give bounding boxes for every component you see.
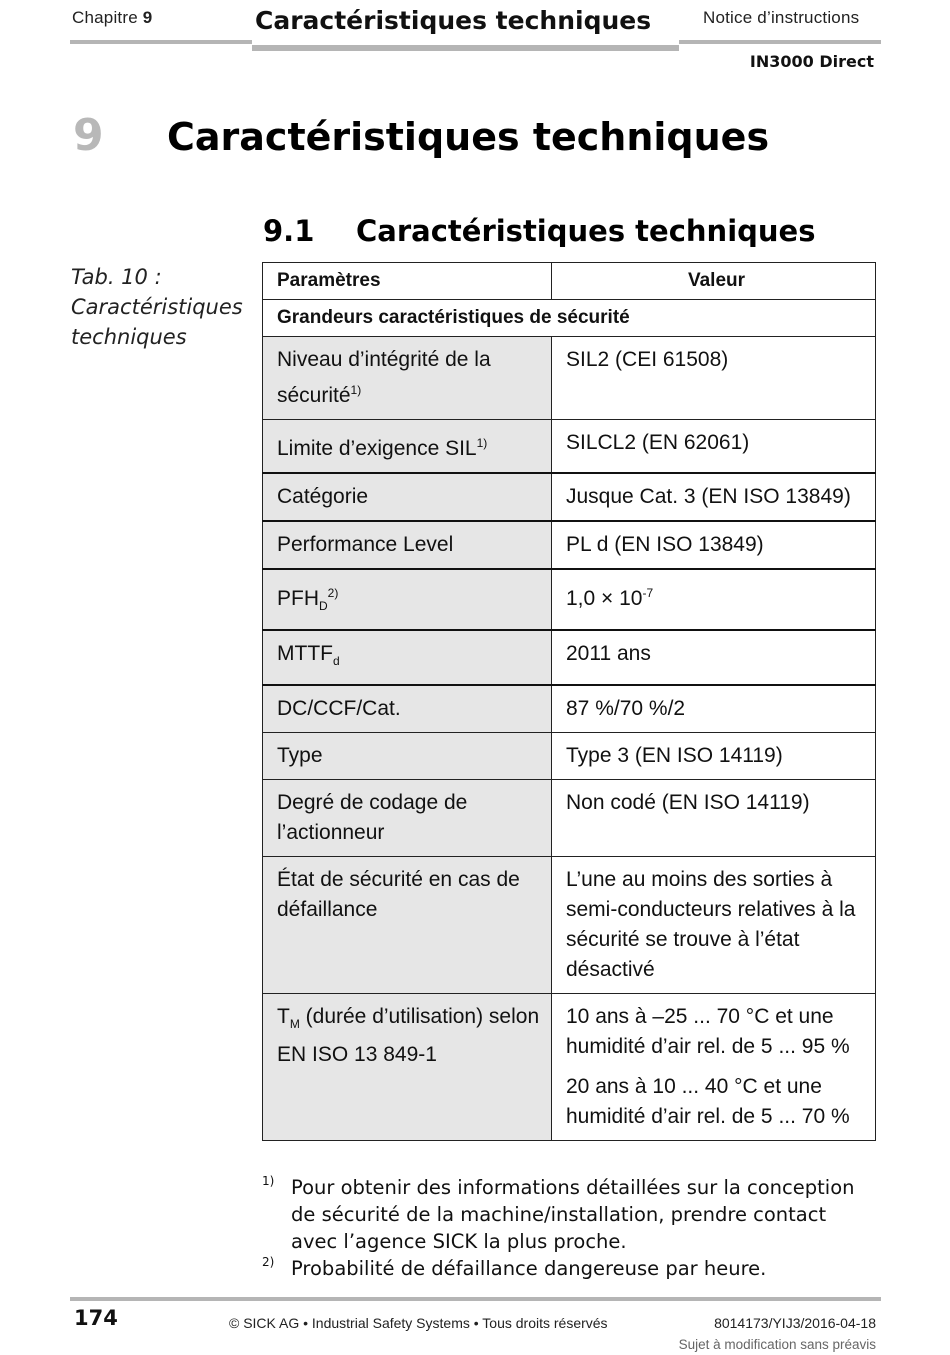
footnote-1 bbox=[262, 1174, 872, 1255]
footer-doc-id: 8014173/YIJ3/2016-04-18 bbox=[714, 1315, 876, 1331]
table-row bbox=[263, 685, 876, 733]
table-group-row bbox=[263, 300, 876, 337]
header-doc-type: Notice d’instructions bbox=[703, 8, 860, 27]
table-row bbox=[263, 473, 876, 521]
param-subscript: d bbox=[332, 654, 340, 669]
table-row bbox=[263, 337, 876, 420]
footer-disclaimer: Sujet à modification sans préavis bbox=[678, 1337, 876, 1352]
param-symbol: T bbox=[277, 1005, 290, 1029]
param-cell bbox=[263, 630, 552, 685]
table-row bbox=[263, 857, 876, 994]
footnote-mark: 1) bbox=[262, 1174, 275, 1188]
param-text: MTTF bbox=[277, 642, 333, 666]
param-cell: État de sécurité en cas de défaillance bbox=[263, 857, 552, 994]
table-header-row bbox=[263, 263, 876, 300]
footnote-ref: 2) bbox=[327, 586, 339, 600]
table-caption-label: Tab. 10 : bbox=[71, 265, 162, 289]
header-param: Paramètres bbox=[263, 263, 552, 300]
param-cell bbox=[263, 569, 552, 630]
param-text: Limite d’exigence SIL bbox=[277, 437, 477, 460]
header-value: Valeur bbox=[552, 263, 876, 300]
footnote-2 bbox=[262, 1255, 872, 1282]
value-cell: PL d (EN ISO 13849) bbox=[552, 521, 876, 569]
section-number: 9.1 bbox=[263, 214, 315, 248]
param-cell bbox=[263, 994, 552, 1141]
table-caption-text: Caractéristiques techniques bbox=[71, 295, 243, 349]
value-text: 1,0 × 10 bbox=[566, 587, 643, 610]
param-subscript: M bbox=[289, 1017, 300, 1032]
value-text-2: 20 ans à 10 ... 40 °C et une humidité d’air rel. de 5 ... 70 % bbox=[566, 1075, 850, 1129]
param-cell: Performance Level bbox=[263, 521, 552, 569]
table-caption bbox=[71, 262, 246, 352]
value-cell: Jusque Cat. 3 (EN ISO 13849) bbox=[552, 473, 876, 521]
header-rule-left bbox=[70, 40, 252, 44]
param-subscript: D bbox=[319, 599, 328, 614]
value-cell: SILCL2 (EN 62061) bbox=[552, 420, 876, 474]
table-row bbox=[263, 733, 876, 780]
param-cell: Type bbox=[263, 733, 552, 780]
param-cell: Degré de codage de l’actionneur bbox=[263, 780, 552, 857]
table-row bbox=[263, 521, 876, 569]
header-rule-center bbox=[252, 45, 679, 51]
param-cell: DC/CCF/Cat. bbox=[263, 685, 552, 733]
value-cell: SIL2 (CEI 61508) bbox=[552, 337, 876, 420]
chapter-number: 9 bbox=[73, 110, 104, 161]
table-row bbox=[263, 420, 876, 474]
footnote-text: Probabilité de défaillance dangereuse par heure. bbox=[291, 1257, 767, 1280]
header-chapter-label: Chapitre bbox=[72, 8, 138, 27]
value-exponent: -7 bbox=[642, 586, 654, 600]
chapter-title: Caractéristiques techniques bbox=[167, 115, 770, 159]
param-cell bbox=[263, 420, 552, 474]
footer-rule bbox=[70, 1297, 881, 1301]
param-text: (durée d’utilisation) selon EN ISO 13 849-1 bbox=[277, 1005, 540, 1066]
header-rule-right bbox=[679, 40, 881, 44]
footnote-text: Pour obtenir des informations détaillées sur la conception de sécurité de la machine/installation, prendre contact avec l’agence SICK la plus proche. bbox=[291, 1176, 855, 1253]
header-product: IN3000 Direct bbox=[749, 52, 874, 71]
header-chapter bbox=[72, 8, 152, 28]
value-cell bbox=[552, 569, 876, 630]
value-cell: 87 %/70 %/2 bbox=[552, 685, 876, 733]
table-row bbox=[263, 630, 876, 685]
param-text: PFH bbox=[277, 587, 319, 610]
header-title: Caractéristiques techniques bbox=[255, 6, 652, 35]
param-text: Niveau d’intégrité de la sécurité bbox=[277, 348, 491, 407]
table-row bbox=[263, 780, 876, 857]
spec-table bbox=[262, 262, 876, 1141]
footnote-ref: 1) bbox=[476, 436, 488, 450]
value-cell: L’une au moins des sorties à semi-conducteurs relatives à la sécurité se trouve à l’état désactivé bbox=[552, 857, 876, 994]
page-number: 174 bbox=[74, 1306, 118, 1330]
footer-copyright: © SICK AG • Industrial Safety Systems • Tous droits réservés bbox=[229, 1315, 608, 1331]
group-label: Grandeurs caractéristiques de sécurité bbox=[263, 300, 876, 337]
value-cell: Non codé (EN ISO 14119) bbox=[552, 780, 876, 857]
table-row bbox=[263, 994, 876, 1141]
value-cell bbox=[552, 994, 876, 1141]
footnote-ref: 1) bbox=[350, 383, 362, 397]
section-title: Caractéristiques techniques bbox=[356, 214, 816, 248]
param-cell: Catégorie bbox=[263, 473, 552, 521]
param-cell bbox=[263, 337, 552, 420]
value-cell: 2011 ans bbox=[552, 630, 876, 685]
value-text: 10 ans à –25 ... 70 °C et une humidité d’air rel. de 5 ... 95 % bbox=[566, 1005, 850, 1059]
footnote-mark: 2) bbox=[262, 1255, 275, 1269]
table-row bbox=[263, 569, 876, 630]
header-chapter-number: 9 bbox=[142, 8, 153, 27]
value-cell: Type 3 (EN ISO 14119) bbox=[552, 733, 876, 780]
